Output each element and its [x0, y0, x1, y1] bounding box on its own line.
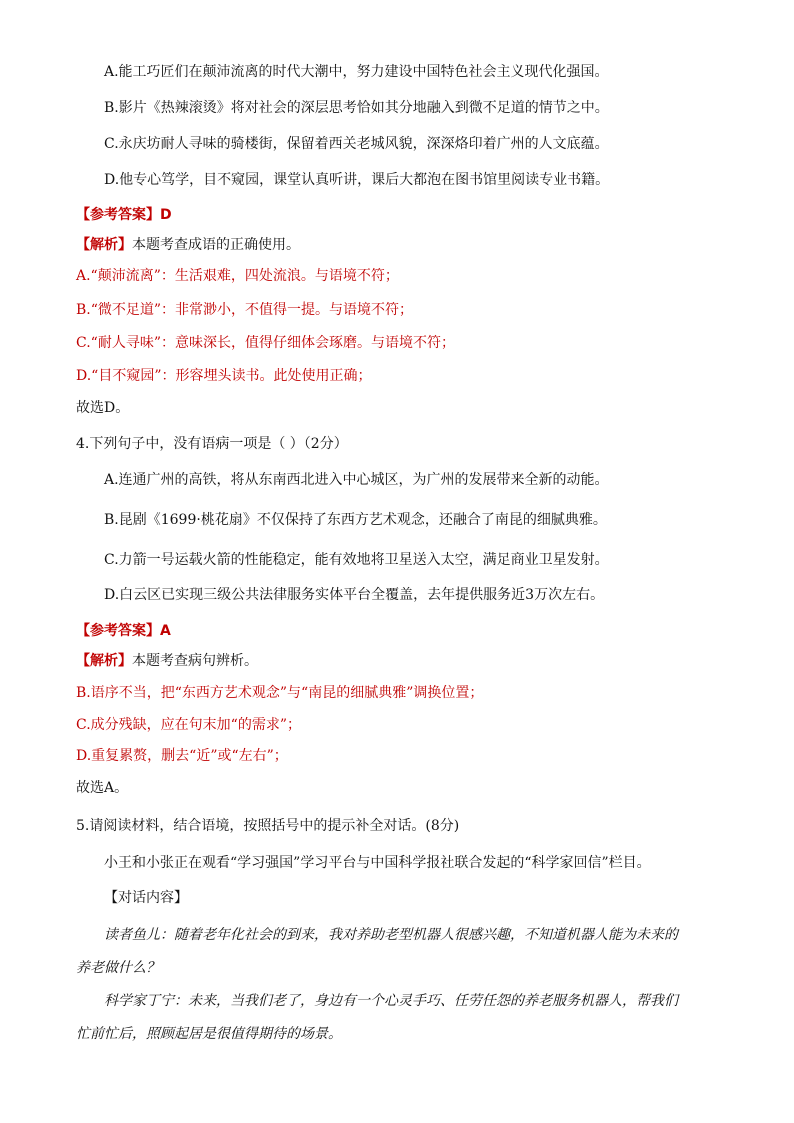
analysis-text: 本题考查成语的正确使用。 [132, 237, 300, 253]
q3-answer: 【参考答案】D [76, 207, 172, 223]
answer-label: 参考答案 [90, 207, 146, 223]
dialogue-title: 【对话内容】 [104, 890, 188, 906]
scientist-line-1: 科学家丁宁：未来，当我们老了，身边有一个心灵手巧、任劳任怨的养老服务机器人，帮我们 [104, 993, 678, 1009]
reader-line-2: 养老做什么？ [76, 960, 160, 976]
q3-note-b: B.“微不足道”：非常渺小，不值得一提。与语境不符； [76, 302, 414, 318]
analysis-label: 解析 [90, 653, 118, 669]
q4-conclusion: 故选A。 [76, 780, 129, 796]
q5-intro: 小王和小张正在观看“学习强国”学习平台与中国科学报社联合发起的“科学家回信”栏目。 [104, 855, 651, 871]
q5-stem: 5.请阅读材料，结合语境，按照括号中的提示补全对话。(8分) [76, 818, 460, 834]
answer-value: D [160, 207, 172, 223]
q3-option-b: B.影片《热辣滚烫》将对社会的深层思考恰如其分地融入到微不足道的情节之中。 [104, 100, 609, 116]
q4-analysis: 【解析】本题考查病句辨析。 [76, 653, 258, 669]
scientist-line-2: 忙前忙后，照顾起居是很值得期待的场景。 [76, 1026, 342, 1042]
q3-conclusion: 故选D。 [76, 400, 130, 416]
q4-option-c: C.力箭一号运载火箭的性能稳定，能有效地将卫星送入太空，满足商业卫星发射。 [104, 552, 609, 568]
analysis-label: 解析 [90, 237, 118, 253]
q4-note-b: B.语序不当，把“东西方艺术观念”与“南昆的细腻典雅”调换位置； [76, 685, 484, 701]
q4-note-d: D.重复累赘，删去“近”或“左右”； [76, 748, 288, 764]
reader-line-1: 读者鱼儿：随着老年化社会的到来，我对养助老型机器人很感兴趣，不知道机器人能为未来的 [104, 927, 678, 943]
answer-label: 参考答案 [90, 623, 146, 639]
q4-option-a: A.连通广州的高铁，将从东南西北进入中心城区，为广州的发展带来全新的动能。 [104, 472, 609, 488]
q3-option-c: C.永庆坊耐人寻味的骑楼街，保留着西关老城风貌，深深烙印着广州的人文底蕴。 [104, 136, 609, 152]
q3-note-c: C.“耐人寻味”：意味深长，值得仔细体会琢磨。与语境不符； [76, 335, 455, 351]
q3-note-a: A.“颠沛流离”：生活艰难，四处流浪。与语境不符； [76, 268, 399, 284]
q3-option-a: A.能工巧匠们在颠沛流离的时代大潮中，努力建设中国特色社会主义现代化强国。 [104, 64, 609, 80]
q4-option-b: B.昆剧《1699·桃花扇》不仅保持了东西方艺术观念，还融合了南昆的细腻典雅。 [104, 512, 607, 528]
q3-analysis: 【解析】本题考查成语的正确使用。 [76, 237, 300, 253]
q4-note-c: C.成分残缺，应在句末加“的需求”； [76, 717, 301, 733]
q3-note-d: D.“目不窥园”：形容埋头读书。此处使用正确； [76, 368, 372, 384]
answer-value: A [160, 623, 171, 639]
analysis-text: 本题考查病句辨析。 [132, 653, 258, 669]
q4-answer: 【参考答案】A [76, 623, 171, 639]
q3-option-d: D.他专心笃学，目不窥园，课堂认真听讲，课后大都泡在图书馆里阅读专业书籍。 [104, 172, 610, 188]
q4-option-d: D.白云区已实现三级公共法律服务实体平台全覆盖，去年提供服务近3万次左右。 [104, 587, 605, 603]
q4-stem: 4.下列句子中，没有语病一项是（ ）（2分） [76, 436, 348, 452]
